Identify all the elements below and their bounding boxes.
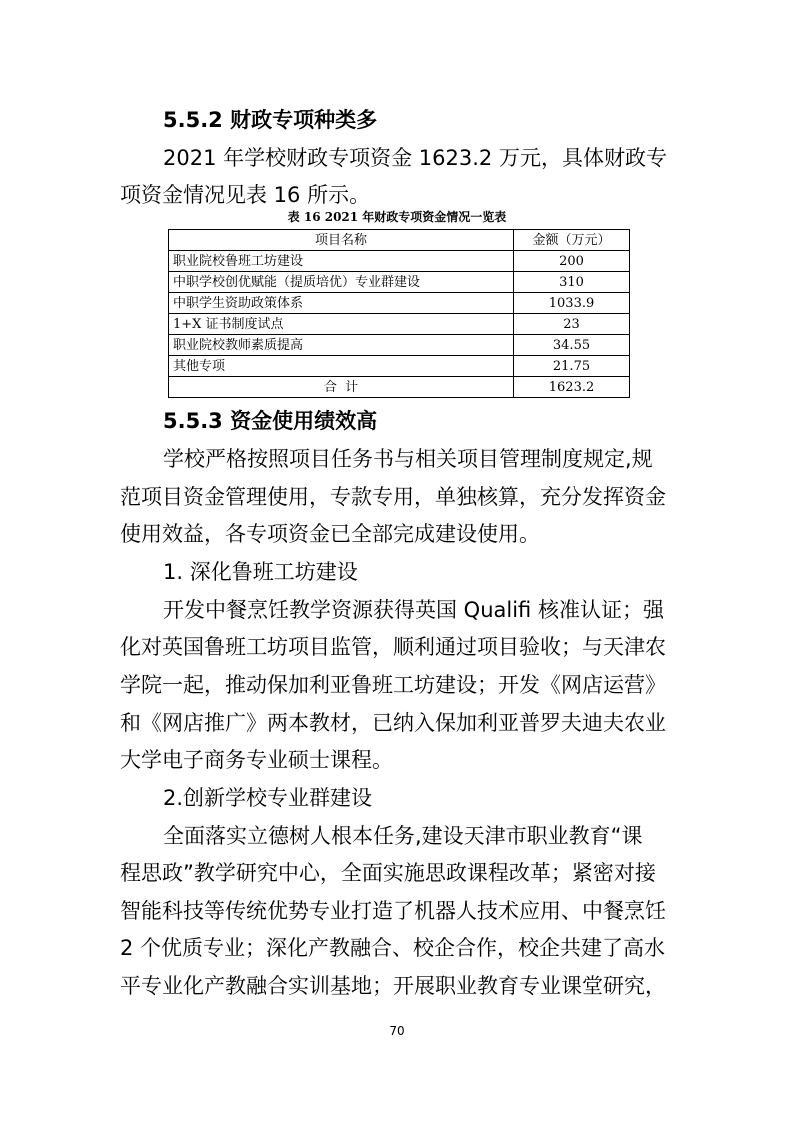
row-project-name: 中职学校创优赋能（提质培优）专业群建设 xyxy=(169,272,514,293)
body-line: 全面落实立德树人根本任务,建设天津市职业教育“课 xyxy=(163,824,643,848)
body-line: 大学电子商务专业硕士课程。 xyxy=(120,748,393,772)
table-header-row xyxy=(169,230,630,251)
table-row xyxy=(169,251,630,272)
section-heading-5-5-2: 5.5.2 财政专项种类多 xyxy=(163,108,378,132)
row-amount: 200 xyxy=(514,251,630,272)
total-amount: 1623.2 xyxy=(514,377,630,398)
body-line: 程思政”教学研究中心，全面实施思政课程改革；紧密对接 xyxy=(120,861,656,885)
body-line: 学校严格按照项目任务书与相关项目管理制度规定,规 xyxy=(163,447,653,471)
column-header-project: 项目名称 xyxy=(169,230,514,251)
subsection-title-major-group: 2.创新学校专业群建设 xyxy=(163,786,373,810)
row-amount: 310 xyxy=(514,272,630,293)
table-row xyxy=(169,356,630,377)
table-row xyxy=(169,272,630,293)
total-label: 合 计 xyxy=(169,377,514,398)
body-line: 开发中餐烹饪教学资源获得英国 Qualifi 核准认证；强 xyxy=(163,598,664,622)
row-project-name: 职业院校教师素质提高 xyxy=(169,335,514,356)
table-row xyxy=(169,293,630,314)
subsection-title-luban: 1. 深化鲁班工坊建设 xyxy=(163,560,358,584)
row-project-name: 其他专项 xyxy=(169,356,514,377)
row-amount: 1033.9 xyxy=(514,293,630,314)
body-line: 和《网店推广》两本教材，已纳入保加利亚普罗夫迪夫农业 xyxy=(120,711,666,735)
row-project-name: 1+X 证书制度试点 xyxy=(169,314,514,335)
body-line: 2 个优质专业；深化产教融合、校企合作，校企共建了高水 xyxy=(120,936,666,960)
section-heading-5-5-3: 5.5.3 资金使用绩效高 xyxy=(163,409,378,433)
table-caption: 表 16 2021 年财政专项资金情况一览表 xyxy=(287,210,507,224)
page-number: 70 xyxy=(389,1024,405,1038)
table-row xyxy=(169,335,630,356)
intro-line: 项资金情况见表 16 所示。 xyxy=(120,183,371,207)
body-line: 范项目资金管理使用，专款专用，单独核算，充分发挥资金 xyxy=(120,485,666,509)
body-line: 智能科技等传统优势专业打造了机器人技术应用、中餐烹饪 xyxy=(120,899,666,923)
row-amount: 23 xyxy=(514,314,630,335)
row-amount: 34.55 xyxy=(514,335,630,356)
table-total-row xyxy=(169,377,630,398)
body-line: 平专业化产教融合实训基地；开展职业教育专业课堂研究， xyxy=(120,974,666,998)
table-row xyxy=(169,314,630,335)
body-line: 学院一起，推动保加利亚鲁班工坊建设；开发《网店运营》 xyxy=(120,673,666,697)
body-line: 使用效益，各专项资金已全部完成建设使用。 xyxy=(120,522,540,546)
intro-line: 2021 年学校财政专项资金 1623.2 万元，具体财政专 xyxy=(163,146,667,170)
column-header-amount: 金额（万元） xyxy=(514,230,630,251)
body-line: 化对英国鲁班工坊项目监管，顺利通过项目验收；与天津农 xyxy=(120,635,666,659)
row-amount: 21.75 xyxy=(514,356,630,377)
row-project-name: 职业院校鲁班工坊建设 xyxy=(169,251,514,272)
funding-table xyxy=(168,229,630,398)
row-project-name: 中职学生资助政策体系 xyxy=(169,293,514,314)
